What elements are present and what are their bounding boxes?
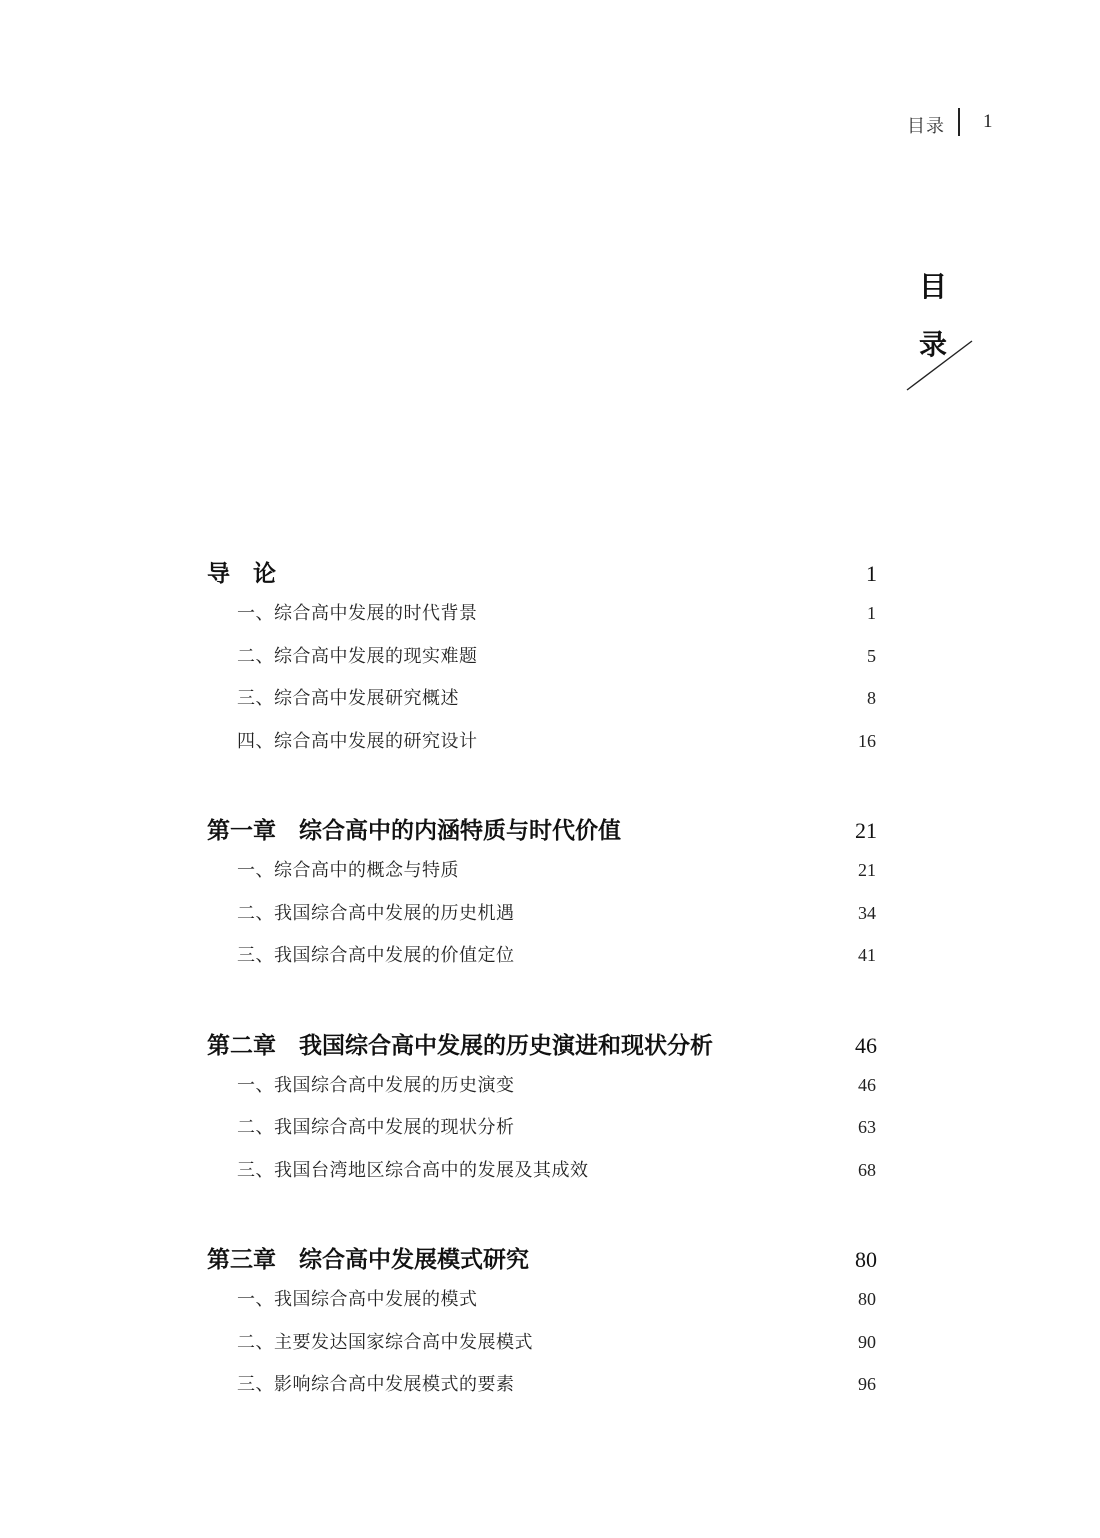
toc-section-entry[interactable] [207,727,877,770]
toc-section-title: 二、综合高中发展的现实难题 [237,645,478,667]
toc-section-page: 16 [858,730,876,751]
toc-chapter-entry[interactable] [207,555,877,589]
running-head-page-number: 1 [983,111,993,132]
toc-chapter-page: 46 [855,1032,877,1058]
toc-section-entry[interactable] [207,899,877,942]
toc-section-entry[interactable] [207,1285,877,1328]
toc-chapter [207,1241,877,1413]
toc-chapter [207,1027,877,1199]
toc-section-entry[interactable] [207,1370,877,1413]
toc-section-title: 三、综合高中发展研究概述 [237,688,459,709]
toc-section-entry[interactable] [207,1328,877,1371]
toc-chapter-page: 21 [855,818,877,843]
toc-section-page: 1 [867,603,876,623]
toc-section-entry[interactable] [207,1113,877,1156]
toc-section-page: 8 [867,688,876,708]
toc-section-title: 一、综合高中发展的时代背景 [237,603,478,624]
toc-section-page: 80 [858,1289,876,1309]
toc-section-title: 一、我国综合高中发展的历史演变 [237,1074,515,1096]
toc-section-entry[interactable] [207,856,877,899]
toc-chapter-page: 80 [855,1247,877,1272]
toc-chapter [207,555,877,769]
toc-section-entry[interactable] [207,1071,877,1114]
toc-section-title: 一、我国综合高中发展的模式 [237,1289,478,1310]
toc-section-page: 96 [858,1374,876,1394]
toc-chapter-entry[interactable] [207,812,877,846]
running-head-section: 目录 [907,116,945,137]
toc-chapter [207,812,877,984]
toc-section-title: 一、综合高中的概念与特质 [237,860,459,881]
toc-section-title: 三、影响综合高中发展模式的要素 [237,1374,515,1395]
toc-section-entry[interactable] [207,599,877,642]
running-head [860,108,1000,138]
toc-section-entry[interactable] [207,684,877,727]
toc-section-title: 四、综合高中发展的研究设计 [237,730,478,752]
toc-section-page: 41 [858,945,876,965]
toc-section-title: 二、我国综合高中发展的历史机遇 [237,902,515,924]
toc-chapter-entry[interactable] [207,1027,877,1061]
toc-section-page: 68 [858,1159,876,1180]
toc-chapter-title: 第二章 我国综合高中发展的历史演进和现状分析 [207,1031,713,1059]
toc-chapter-title: 第三章 综合高中发展模式研究 [207,1246,529,1273]
toc-chapter-title: 导 论 [207,560,276,587]
toc-section-page: 34 [858,902,876,923]
vertical-title-char: 录 [918,328,947,361]
toc-section-title: 三、我国台湾地区综合高中的发展及其成效 [237,1159,589,1181]
toc-section-title: 三、我国综合高中发展的价值定位 [237,945,515,966]
toc-section-entry[interactable] [207,642,877,685]
running-head-divider [958,108,960,136]
table-of-contents [207,555,877,1456]
toc-section-entry[interactable] [207,1156,877,1199]
toc-chapter-title: 第一章 综合高中的内涵特质与时代价值 [207,817,621,844]
toc-section-page: 5 [867,645,876,666]
toc-section-page: 90 [858,1331,876,1352]
toc-section-title: 二、主要发达国家综合高中发展模式 [237,1331,533,1353]
toc-section-page: 21 [858,860,876,880]
toc-section-entry[interactable] [207,941,877,984]
decorative-slash [904,338,976,394]
toc-chapter-page: 1 [866,561,877,586]
toc-section-page: 46 [858,1074,876,1095]
toc-section-page: 63 [858,1117,876,1137]
toc-chapter-entry[interactable] [207,1241,877,1275]
vertical-title-char: 目 [918,270,947,303]
toc-section-title: 二、我国综合高中发展的现状分析 [237,1117,515,1138]
